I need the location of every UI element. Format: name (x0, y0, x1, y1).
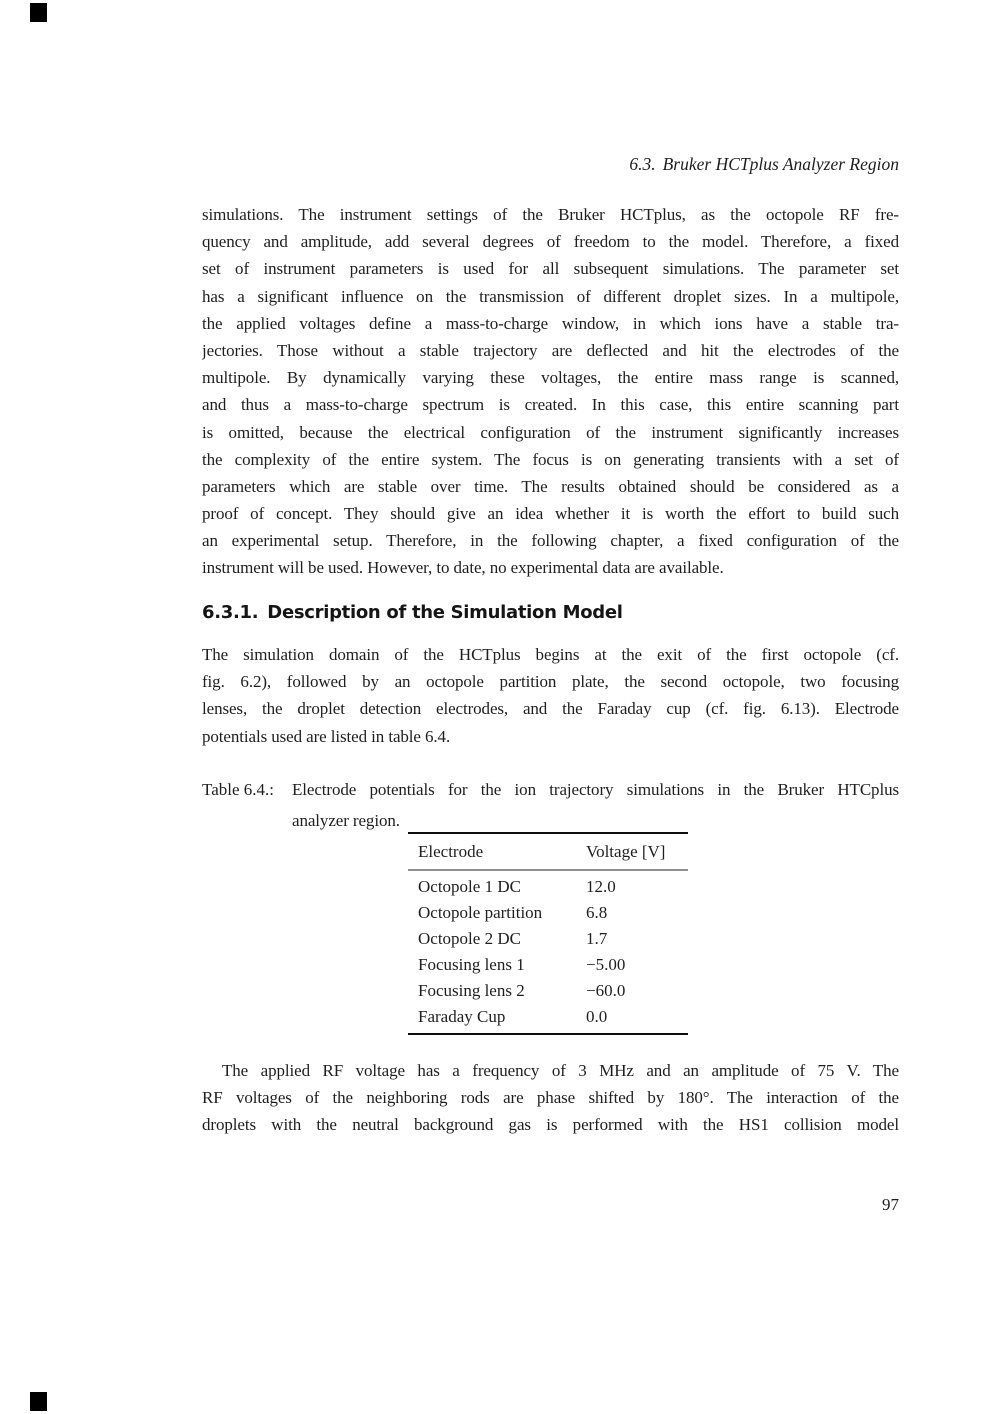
table-row (408, 900, 688, 926)
table-header-electrode: Electrode (418, 842, 484, 862)
text-line: multipole. By dynamically varying these voltages, the entire mass range is scanned, (202, 368, 899, 388)
text-line: proof of concept. They should give an idea whether it is worth the effort to build such (202, 504, 899, 524)
text-line: an experimental setup. Therefore, in the following chapter, a fixed configuration of the (202, 531, 899, 551)
scan-mark-top (30, 3, 47, 22)
text-line: lenses, the droplet detection electrodes, and the Faraday cup (cf. fig. 6.13). Electrode (202, 699, 899, 719)
table-caption (202, 775, 899, 836)
text-line: the complexity of the entire system. The focus is on generating transients with a set of (202, 449, 899, 469)
text-line: potentials used are listed in table 6.4. (202, 726, 451, 746)
scan-mark-bottom (30, 1392, 47, 1411)
text-line: The simulation domain of the HCTplus begins at the exit of the first octopole (cf. (202, 645, 899, 664)
running-header-title: Bruker HCTplus Analyzer Region (662, 154, 899, 174)
text-line: Electrode potentials for the ion trajectory simulations in the Bruker HTCplus (292, 780, 899, 799)
text-line: instrument will be used. However, to date, no experimental data are available. (202, 558, 724, 578)
table-cell-voltage: −5.00 (586, 954, 626, 974)
table-cell-voltage: 12.0 (586, 876, 616, 896)
table-row (408, 1004, 688, 1030)
table-cell-electrode: Octopole 2 DC (418, 928, 521, 948)
text-line: and thus a mass-to-charge spectrum is created. In this case, this entire scanning part (202, 395, 899, 415)
table-cell-electrode: Focusing lens 1 (418, 954, 525, 974)
table-cell-electrode: Octopole 1 DC (418, 876, 521, 896)
paragraph-2 (202, 641, 899, 750)
table-header-row (408, 834, 688, 869)
section-heading-number: 6.3.1. (202, 602, 259, 623)
text-line: RF voltages of the neighboring rods are phase shifted by 180°. The interaction of the (202, 1088, 899, 1108)
text-line: quency and amplitude, add several degrees of freedom to the model. Therefore, a fixed (202, 232, 899, 252)
text-line: droplets with the neutral background gas is performed with the HS1 collision model (202, 1115, 899, 1135)
text-line: is omitted, because the electrical configuration of the instrument significantly increases (202, 422, 899, 442)
paragraph-1 (202, 201, 899, 582)
table-bottom-rule (408, 1033, 688, 1035)
table-cell-electrode: Octopole partition (418, 902, 543, 922)
table-cell-voltage: 6.8 (586, 902, 608, 922)
text-line: The applied RF voltage has a frequency of 3 MHz and an amplitude of 75 V. The (222, 1061, 899, 1080)
table-caption-label: Table 6.4.: (202, 780, 274, 799)
text-line: the applied voltages define a mass-to-charge window, in which ions have a stable tra- (202, 313, 899, 333)
table-row (408, 978, 688, 1004)
section-heading-title: Description of the Simulation Model (267, 602, 623, 623)
table-cell-voltage: 0.0 (586, 1006, 608, 1026)
electrode-table (408, 832, 688, 1035)
table-caption-text (292, 775, 899, 836)
section-heading (202, 599, 899, 626)
running-header-section: 6.3. (629, 154, 656, 174)
text-line: has a significant influence on the transmission of different droplet sizes. In a multipole, (202, 286, 899, 306)
running-header (202, 152, 899, 176)
text-line: jectories. Those without a stable trajectory are deflected and hit the electrodes of the (202, 340, 899, 360)
table-body (408, 871, 688, 1033)
table-cell-electrode: Focusing lens 2 (418, 980, 525, 1000)
table-header-voltage: Voltage [V] (586, 842, 666, 862)
text-line: set of instrument parameters is used for all subsequent simulations. The parameter set (202, 259, 899, 279)
text-line: parameters which are stable over time. The results obtained should be considered as a (202, 476, 899, 496)
table-cell-voltage: −60.0 (586, 980, 626, 1000)
table-row (408, 926, 688, 952)
text-line: fig. 6.2), followed by an octopole partition plate, the second octopole, two focusing (202, 672, 899, 692)
table-row (408, 874, 688, 900)
paragraph-3 (202, 1057, 899, 1139)
text-line: simulations. The instrument settings of the Bruker HCTplus, as the octopole RF fre- (202, 205, 899, 224)
table-cell-electrode: Faraday Cup (418, 1006, 506, 1026)
text-line: analyzer region. (292, 810, 400, 830)
table-cell-voltage: 1.7 (586, 928, 608, 948)
table-row (408, 952, 688, 978)
page-number: 97 (882, 1195, 899, 1214)
